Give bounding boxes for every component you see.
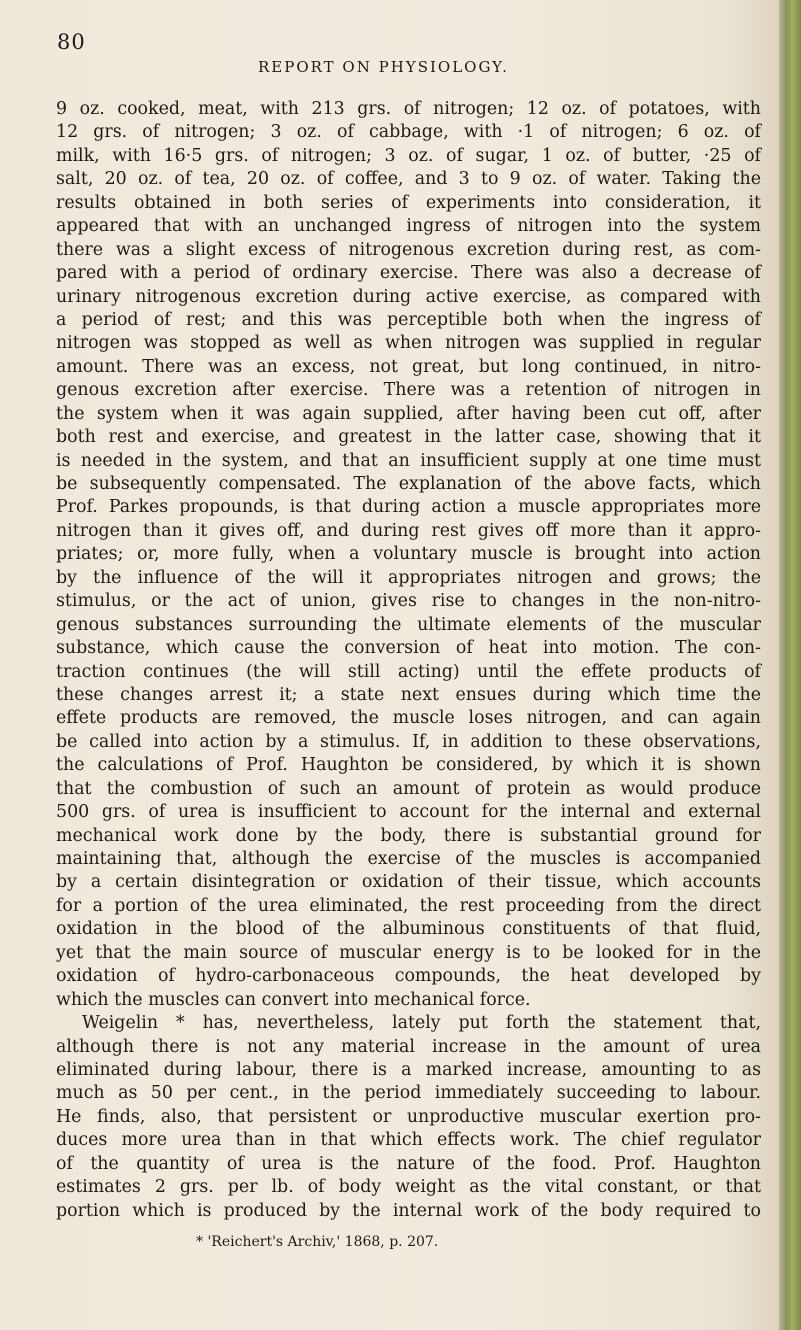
body-text xyxy=(56,98,761,1223)
text-line: duces more urea than in that which effects work. The chief regulator xyxy=(56,1130,761,1151)
running-head: REPORT ON PHYSIOLOGY. xyxy=(258,58,509,76)
text-line: 12 grs. of nitrogen; 3 oz. of cabbage, with ·1 of nitrogen; 6 oz. of xyxy=(56,122,761,143)
text-line: estimates 2 grs. per lb. of body weight as the vital constant, or that xyxy=(56,1177,761,1198)
text-line: 500 grs. of urea is insufficient to account for the internal and external xyxy=(56,802,761,823)
text-line: genous excretion after exercise. There was a retention of nitrogen in xyxy=(56,380,761,401)
text-line: by a certain disintegration or oxidation of their tissue, which accounts xyxy=(56,872,761,893)
text-line: portion which is produced by the internal work of the body required to xyxy=(56,1200,761,1221)
text-line: priates; or, more fully, when a voluntary muscle is brought into action xyxy=(56,544,761,565)
text-line: substance, which cause the conversion of heat into motion. The con- xyxy=(56,638,761,659)
text-line: pared with a period of ordinary exercise. There was also a decrease of xyxy=(56,263,761,284)
text-line: be called into action by a stimulus. If, in addition to these observations, xyxy=(56,731,761,752)
text-line: for a portion of the urea eliminated, the rest proceeding from the direct xyxy=(56,895,761,916)
text-line: nitrogen than it gives off, and during rest gives off more than it appro- xyxy=(56,520,761,541)
text-line: maintaining that, although the exercise of the muscles is accompanied xyxy=(56,849,761,869)
text-line: He finds, also, that persistent or unproductive muscular exertion pro- xyxy=(56,1106,761,1127)
text-line: the system when it was again supplied, after having been cut off, after xyxy=(56,403,761,424)
text-line: that the combustion of such an amount of protein as would produce xyxy=(56,778,761,799)
text-line: salt, 20 oz. of tea, 20 oz. of coffee, and 3 to 9 oz. of water. Taking the xyxy=(56,169,761,190)
text-line: there was a slight excess of nitrogenous excretion during rest, as com- xyxy=(56,239,761,260)
text-line: Prof. Parkes propounds, is that during action a muscle appropriates more xyxy=(56,497,761,518)
text-line: although there is not any material increase in the amount of urea xyxy=(56,1036,761,1057)
text-line: urinary nitrogenous excretion during active exercise, as compared with xyxy=(56,286,761,307)
text-line: traction continues (the will still acting) until the effete products of xyxy=(56,661,761,682)
text-line: the calculations of Prof. Haughton be considered, by which it is shown xyxy=(56,755,761,776)
text-line: amount. There was an excess, not great, but long continued, in nitro- xyxy=(56,356,761,377)
text-line: nitrogen was stopped as well as when nitrogen was supplied in regular xyxy=(56,333,761,354)
paragraph-end-line: which the muscles can convert into mechanical force. xyxy=(56,989,531,1010)
text-line: oxidation of hydro-carbonaceous compounds, the heat developed by xyxy=(56,966,761,987)
text-line: genous substances surrounding the ultimate elements of the muscular xyxy=(56,614,761,635)
page-number: 80 xyxy=(57,30,86,54)
text-line: by the influence of the will it appropriates nitrogen and grows; the xyxy=(56,567,761,588)
text-line: milk, with 16·5 grs. of nitrogen; 3 oz. of sugar, 1 oz. of butter, ·25 of xyxy=(56,145,761,166)
text-line: be subsequently compensated. The explanation of the above facts, which xyxy=(56,474,761,494)
text-line: appeared that with an unchanged ingress of nitrogen into the system xyxy=(56,216,761,237)
page-binding-edge xyxy=(779,0,801,1330)
text-line: yet that the main source of muscular energy is to be looked for in the xyxy=(56,942,761,963)
text-line: a period of rest; and this was perceptible both when the ingress of xyxy=(56,309,761,330)
text-line: effete products are removed, the muscle loses nitrogen, and can again xyxy=(56,708,761,729)
text-line: results obtained in both series of experiments into consideration, it xyxy=(56,192,761,213)
text-line: stimulus, or the act of union, gives rise to changes in the non-nitro- xyxy=(56,591,761,612)
text-line: much as 50 per cent., in the period immediately succeeding to labour. xyxy=(56,1083,761,1104)
footnote: * 'Reichert's Archiv,' 1868, p. 207. xyxy=(196,1234,439,1250)
text-line: of the quantity of urea is the nature of the food. Prof. Haughton xyxy=(56,1153,761,1174)
text-line: is needed in the system, and that an insufficient supply at one time must xyxy=(56,450,761,471)
text-line: these changes arrest it; a state next ensues during which time the xyxy=(56,684,761,705)
paragraph-start-line: Weigelin * has, nevertheless, lately put forth the statement that, xyxy=(82,1013,761,1034)
text-line: both rest and exercise, and greatest in the latter case, showing that it xyxy=(56,427,761,448)
text-line: 9 oz. cooked, meat, with 213 grs. of nitrogen; 12 oz. of potatoes, with xyxy=(56,99,761,119)
text-line: mechanical work done by the body, there is substantial ground for xyxy=(56,825,761,846)
text-line: oxidation in the blood of the albuminous constituents of that fluid, xyxy=(56,919,761,940)
text-line: eliminated during labour, there is a marked increase, amounting to as xyxy=(56,1059,761,1080)
